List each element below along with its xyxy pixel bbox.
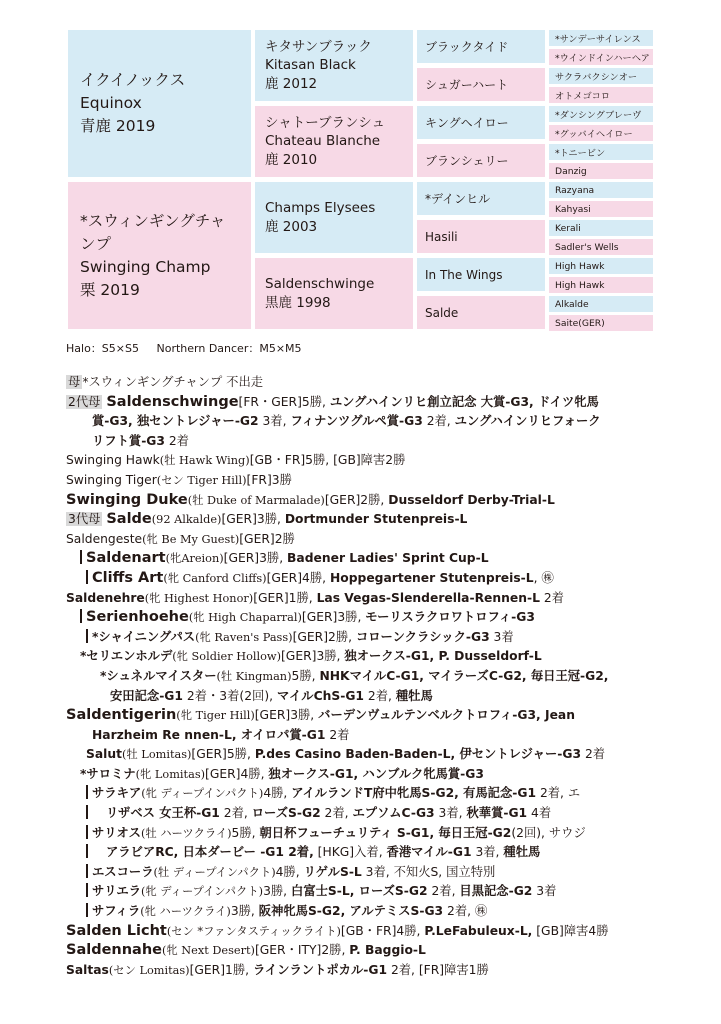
line-text: *スウィンギングチャンプ 不出走 <box>82 375 264 389</box>
line-text: 3着, <box>434 806 467 821</box>
g4-cell: Saite(GER) <box>549 315 653 331</box>
horse-name: Salde <box>106 511 152 528</box>
g4-cell: *ダンシングブレーヴ <box>549 106 653 122</box>
line-text: [GB・FR]5勝, [GB]障害2勝 <box>249 453 406 468</box>
race-record: Harzheim Re nnen-L, オイロパ賞-G1 <box>92 727 326 742</box>
line-text: [FR・GER]5勝, <box>238 394 330 409</box>
family-line <box>66 922 666 942</box>
pedigree-note: (牝 Lomitas) <box>135 767 206 781</box>
line-text: [GER]2勝 <box>239 531 295 546</box>
line-text: [GER]5勝, <box>191 747 255 762</box>
line-text: 2着 <box>164 433 189 448</box>
g4-cell: Sadler's Wells <box>549 239 653 255</box>
family-line <box>66 589 666 609</box>
g3-cell: Salde <box>417 296 545 329</box>
g4-cell: *グッバイヘイロー <box>549 125 653 141</box>
horse-name: *シュネルマイスター <box>100 668 217 683</box>
horse-name: Saldenart <box>86 550 166 567</box>
race-record: 賞-G3, 独セントレジャー-G2 <box>92 414 259 429</box>
race-record: バーデンヴュルテンベルクトロフィ-G3, Jean <box>318 708 575 723</box>
line-text: 2着 <box>539 590 564 605</box>
family-line <box>66 471 666 491</box>
sire-dam-en: Chateau Blanche <box>265 133 381 150</box>
g3-cell: ブランシェリー <box>417 144 545 177</box>
pedigree-note: (セン Tiger Hill) <box>156 473 247 487</box>
line-text: [GER]3勝, <box>223 551 288 566</box>
line-text: 2着, <box>422 414 455 429</box>
sire-dam-ja: シャトーブランシュ <box>265 114 385 131</box>
race-record: コローンクラシック-G3 <box>355 629 490 644</box>
line-text: 4着 <box>527 806 552 821</box>
indent-bar <box>86 864 88 878</box>
race-record: 朝日杯フューチュリティ S-G1, 毎日王冠-G2 <box>259 825 512 840</box>
indent-bar <box>86 805 88 819</box>
race-record: リザベス 女王杯-G1 <box>106 806 220 821</box>
g3-cell: キングヘイロー <box>417 106 545 139</box>
g4-cell: High Hawk <box>549 258 653 274</box>
line-text: (2回), サウジ <box>511 825 586 840</box>
race-record: ユングハインリヒフォーク <box>454 414 601 429</box>
family-line <box>66 549 666 569</box>
generation-tag: 3代母 <box>68 512 101 527</box>
pedigree-note: (牝 Tiger Hill) <box>176 709 255 723</box>
line-text: 3着, <box>471 845 504 860</box>
family-line <box>66 863 666 883</box>
g3-cell: ブラックタイド <box>417 30 545 63</box>
dam-name-en: Swinging Champ <box>80 257 211 276</box>
race-record: Las Vegas-Slenderella-Rennen-L <box>316 590 540 605</box>
race-record: リフト賞-G3 <box>92 433 165 448</box>
race-record: 香港マイル-G1 <box>386 845 472 860</box>
indent-bar <box>86 825 88 839</box>
line-text: 5勝, <box>291 668 320 683</box>
horse-name: サフィラ <box>92 904 141 919</box>
family-line <box>66 687 666 707</box>
pedigree-note: (セン *ファンタスティックライト) <box>166 924 341 938</box>
horse-name: Swinging Duke <box>66 491 188 508</box>
g4-cell: サクラバクシンオー <box>549 68 653 84</box>
line-text: 3着 <box>489 629 514 644</box>
line-text: [GB]障害4勝 <box>532 923 609 938</box>
family-line <box>66 530 666 550</box>
horse-name-en: Equinox <box>80 94 142 112</box>
race-record: 独オークス-G1, ハンブルク牝馬賞-G3 <box>268 766 484 781</box>
pedigree-note: (92 Alkalde) <box>151 513 222 527</box>
race-record: P.LeFabuleux-L, <box>424 923 533 938</box>
sire-sire-ja: キタサンブラック <box>265 38 372 55</box>
g4-cell: *サンデーサイレンス <box>549 30 653 46</box>
g4-cell: *トニービン <box>549 144 653 160</box>
pedigree-note: (牝Areion) <box>165 552 224 566</box>
pedigree-note: (牡 ディープインパクト) <box>153 865 276 879</box>
family-line <box>66 451 666 471</box>
pedigree-note: (牝 Highest Honor) <box>144 591 254 605</box>
dam-sire-info: 鹿 2003 <box>265 218 318 235</box>
race-record: ローズS-G2 <box>251 806 321 821</box>
family-line-second-dam <box>66 393 666 413</box>
horse-cell <box>68 30 251 177</box>
pedigree-note: (牝 High Chaparral) <box>188 611 302 625</box>
dam-dam-en: Saldenschwinge <box>265 276 375 292</box>
race-record: ユングハインリヒ創立記念 大賞-G3, ドイツ牝馬 <box>329 394 599 409</box>
family-line <box>66 961 666 981</box>
line-text: 3勝, <box>230 904 259 919</box>
horse-name: Saltas <box>66 962 109 977</box>
horse-name: サリエラ <box>92 884 141 899</box>
horse-name: Saldennahe <box>66 942 162 959</box>
line-text: [GER]4勝, <box>205 766 269 781</box>
family-line <box>66 647 666 667</box>
horse-name: Cliffs Art <box>92 569 164 586</box>
horse-name: エスコーラ <box>92 864 154 879</box>
race-record: Badener Ladies' Sprint Cup-L <box>287 551 489 566</box>
race-record: 種牡馬 <box>395 688 433 703</box>
race-record: 白富士S-L, ローズS-G2 <box>291 884 428 899</box>
pedigree-note: (牡 Lomitas) <box>122 748 192 762</box>
dam-sire-cell <box>255 182 413 253</box>
inbreeding-line <box>66 340 316 356</box>
g4-cell: High Hawk <box>549 277 653 293</box>
dam-cell <box>68 182 251 329</box>
line-text: [GER・ITY]2勝, <box>254 943 350 958</box>
inbreeding-northern-dancer: Northern Dancer：M5×M5 <box>156 342 302 355</box>
dam-dam-cell <box>255 258 413 329</box>
family-notes <box>66 373 666 980</box>
pedigree-note: (牝 Raven's Pass) <box>195 630 293 644</box>
horse-name: Salden Licht <box>66 922 167 939</box>
line-text: 2着 <box>325 727 350 742</box>
dam-dam-info: 黒鹿 1998 <box>265 294 331 311</box>
line-text: [FR]3勝 <box>246 472 292 487</box>
g4-cell: Danzig <box>549 163 653 179</box>
horse-info: 青鹿 2019 <box>80 117 156 135</box>
line-text: [GER]1勝, <box>253 590 317 605</box>
race-record: Dortmunder Stutenpreis-L <box>284 512 468 527</box>
family-line <box>66 784 666 804</box>
pedigree-note: (牝 Next Desert) <box>162 944 255 958</box>
race-record: マイルChS-G1 <box>276 688 364 703</box>
line-text: [GER]2勝, <box>292 629 356 644</box>
horse-name: Swinging Tiger <box>66 472 157 487</box>
g4-cell: Razyana <box>549 182 653 198</box>
race-record: 独オークス-G1, P. Dusseldorf-L <box>344 649 542 664</box>
line-text: 2着, <box>320 806 353 821</box>
horse-name: Saldentigerin <box>66 707 177 724</box>
race-record: P.des Casino Baden-Baden-L, 伊セントレジャー-G3 <box>254 747 582 762</box>
horse-name: *シャイニングパス <box>92 629 196 644</box>
horse-name: Salut <box>86 747 123 762</box>
sire-sire-info: 鹿 2012 <box>265 75 318 92</box>
line-text: 2着・3着(2回), <box>182 688 277 703</box>
family-line <box>66 765 666 785</box>
g4-cell: オトメゴコロ <box>549 87 653 103</box>
sire-dam-info: 鹿 2010 <box>265 151 318 168</box>
g4-cell: Kahyasi <box>549 201 653 217</box>
line-text: [HKG]入着, <box>313 845 387 860</box>
indent-bar <box>86 629 88 643</box>
indent-bar <box>80 609 82 623</box>
indent-bar <box>80 550 82 564</box>
horse-name: Serienhoehe <box>86 609 189 626</box>
horse-name: Saldenschwinge <box>106 393 239 410</box>
line-text: 2着, [FR]障害1勝 <box>387 962 489 977</box>
line-text: 2着 <box>581 747 606 762</box>
dam-sire-en: Champs Elysees <box>265 200 376 216</box>
line-text: 3着, 不知火S, 国立特別 <box>361 864 496 879</box>
family-line <box>66 491 666 511</box>
pedigree-note: (セン Lomitas) <box>108 963 190 977</box>
family-line <box>66 726 666 746</box>
indent-bar <box>86 785 88 799</box>
line-text: [GB・FR]4勝, <box>340 923 425 938</box>
horse-name: *セリエンホルデ <box>80 649 173 664</box>
race-record: 目黒記念-G2 <box>459 884 533 899</box>
indent-bar <box>86 883 88 897</box>
race-record: Hoppegartener Stutenpreis-L <box>329 570 534 585</box>
horse-name: サリオス <box>92 825 141 840</box>
race-record: 秋華賞-G1 <box>466 806 528 821</box>
family-line <box>66 941 666 961</box>
family-line <box>66 628 666 648</box>
pedigree-note: (牡 Kingman) <box>216 669 292 683</box>
line-text: , ㊑ <box>533 570 554 585</box>
pedigree-note: (牡 ハーツクライ) <box>140 826 232 840</box>
family-line-third-dam <box>66 510 666 530</box>
dam-info: 栗 2019 <box>80 280 140 299</box>
inbreeding-halo: Halo：S5×S5 <box>66 342 139 355</box>
family-line <box>66 804 666 824</box>
generation-tag: 2代母 <box>68 394 101 409</box>
line-text: [GER]1勝, <box>189 962 253 977</box>
pedigree-note: (牝 ディープインパクト) <box>141 787 264 801</box>
g3-cell: シュガーハート <box>417 68 545 101</box>
indent-bar <box>86 903 88 917</box>
race-record: アラビアRC, 日本ダービー -G1 2着, <box>106 845 314 860</box>
g3-cell: In The Wings <box>417 258 545 291</box>
race-record: NHKマイルC-G1, マイラーズC-G2, 毎日王冠-G2, <box>319 668 609 683</box>
generation-tag: 母 <box>68 375 81 389</box>
sire-dam-cell <box>255 106 413 177</box>
pedigree-note: (牡 Hawk Wing) <box>159 454 250 468</box>
line-text: 2着, <box>363 688 396 703</box>
line-text: 2着, <box>427 884 460 899</box>
g3-cell: Hasili <box>417 220 545 253</box>
family-line <box>66 608 666 628</box>
family-line <box>66 412 666 432</box>
pedigree-note: (牝 ディープインパクト) <box>140 885 264 899</box>
horse-name: サラキア <box>92 786 142 801</box>
pedigree-note: (牝 Be My Guest) <box>142 532 240 546</box>
pedigree-note: (牝 Soldier Hollow) <box>172 650 281 664</box>
line-text: 2着, ㊑ <box>443 904 488 919</box>
race-record: エプソムC-G3 <box>352 806 435 821</box>
line-text: 4勝, <box>275 864 304 879</box>
race-record: フィナンツグルペ賞-G3 <box>290 414 423 429</box>
family-line <box>66 706 666 726</box>
horse-name: *サロミナ <box>80 766 136 781</box>
line-text: 2着, <box>219 806 252 821</box>
dam-name-ja: *スウィンギングチャンプ <box>80 211 226 253</box>
line-text: [GER]2勝, <box>324 492 389 507</box>
race-record: 種牡馬 <box>503 845 541 860</box>
g4-cell: Kerali <box>549 220 653 236</box>
race-record: 安田記念-G1 <box>110 688 183 703</box>
pedigree-note: (牝 ハーツクライ) <box>140 905 231 919</box>
race-record: ラインラントポカル-G1 <box>252 962 388 977</box>
family-line <box>66 667 666 687</box>
horse-name: Swinging Hawk <box>66 453 160 468</box>
line-text: [GER]3勝, <box>301 610 366 625</box>
pedigree-note: (牡 Duke of Marmalade) <box>187 493 325 507</box>
family-line <box>66 882 666 902</box>
family-line <box>66 432 666 452</box>
line-text: [GER]3勝, <box>221 512 285 527</box>
family-line <box>66 569 666 589</box>
line-text: 3勝, <box>263 884 292 899</box>
g3-cell: *デインヒル <box>417 182 545 215</box>
line-text: 3着 <box>532 884 557 899</box>
pedigree-note: (牝 Canford Cliffs) <box>163 571 267 585</box>
family-line <box>66 745 666 765</box>
family-line <box>66 843 666 863</box>
line-text: 5勝, <box>231 825 260 840</box>
race-record: P. Baggio-L <box>349 943 426 958</box>
race-record: リゲルS-L <box>303 864 362 879</box>
horse-name: Saldengeste <box>66 531 143 546</box>
horse-name: Saldenehre <box>66 590 145 605</box>
family-line <box>66 824 666 844</box>
race-record: 阪神牝馬S-G2, アルテミスS-G3 <box>258 904 444 919</box>
race-record: Dusseldorf Derby-Trial-L <box>388 492 555 507</box>
race-record: モーリスラクロワトロフィ-G3 <box>365 610 535 625</box>
family-line <box>66 902 666 922</box>
g4-cell: *ウインドインハーヘア <box>549 49 653 65</box>
g4-cell: Alkalde <box>549 296 653 312</box>
line-text: 2着, エ <box>536 786 581 801</box>
indent-bar <box>86 844 88 858</box>
horse-name-ja: イクイノックス <box>80 71 186 89</box>
race-record: アイルランドT府中牝馬S-G2, 有馬記念-G1 <box>291 786 537 801</box>
family-line-dam <box>66 373 666 393</box>
line-text: [GER]4勝, <box>266 570 330 585</box>
indent-bar <box>86 570 88 584</box>
sire-sire-en: Kitasan Black <box>265 57 356 74</box>
line-text: 4勝, <box>263 786 292 801</box>
sire-sire-cell <box>255 30 413 101</box>
line-text: 3着, <box>258 414 291 429</box>
line-text: [GER]3勝, <box>254 708 319 723</box>
line-text: [GER]3勝, <box>281 649 345 664</box>
